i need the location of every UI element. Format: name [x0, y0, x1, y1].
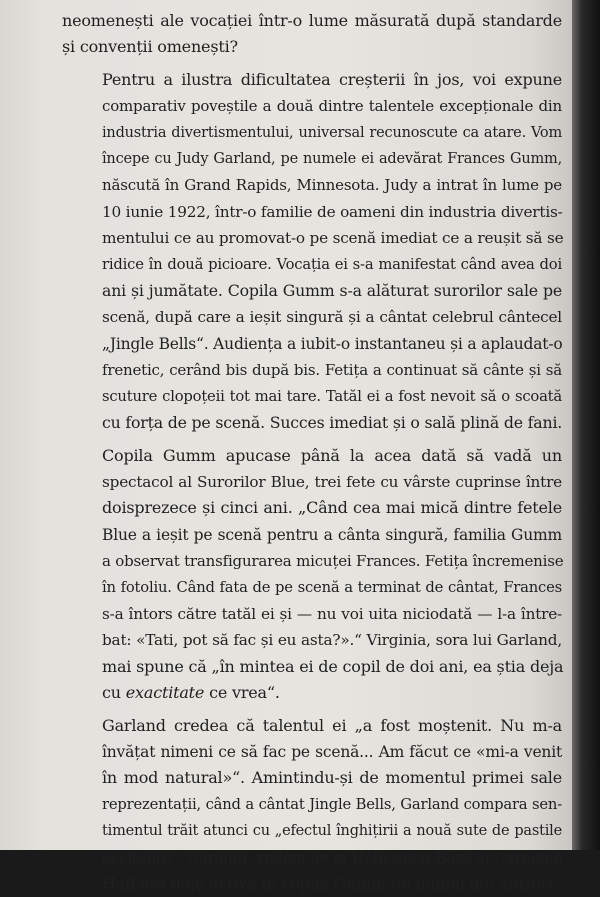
- text-line: a observat transfigurarea micuței Frances. Fetița încremenise: [102, 552, 564, 571]
- paragraph-2: [62, 67, 562, 437]
- text-line: ridice în două picioare. Vocația ei s-a manifestat când avea doi: [102, 255, 562, 273]
- text-line: în fotoliu. Când fata de pe scenă a terminat de cântat, Frances: [102, 578, 562, 596]
- text-line: Hall era deja activă în copila Gumm de numai doi anișori.: [102, 874, 558, 893]
- text-line: comparativ poveștile a două dintre talentele excepționale din: [102, 97, 562, 116]
- text-line: s-a întors către tatăl ei și — nu voi uita niciodată — l-a între-: [102, 604, 562, 623]
- text-line: timentul trăit atunci cu „efectul înghițirii a nouă sute de pastile: [102, 823, 562, 840]
- paragraph-3: [62, 443, 562, 707]
- text-line: scuture clopoțeii tot mai tare. Tatăl ei a fost nevoit să o scoată: [102, 387, 562, 405]
- text-line: cu forța de pe scenă. Succes imediat și o sală plină de fani.: [102, 413, 563, 433]
- text-line: scenă, după care a ieșit singură și a cântat celebrul cântecel: [102, 308, 562, 327]
- text-line: reprezentații, când a cântat Jingle Bells, Garland compara sen-: [102, 795, 562, 813]
- text-fragment: ce vrea“.: [204, 683, 280, 703]
- text-line: [62, 680, 562, 706]
- text-line: Garland credea că talentul ei „a fost moștenit. Nu m-a: [102, 715, 562, 735]
- body-text: [62, 8, 562, 897]
- text-line: spectacol al Surorilor Blue, trei fete cu vârste cuprinse între: [102, 472, 562, 491]
- text-line: doisprezece și cinci ani. „Când cea mai mică dintre fetele: [102, 498, 562, 518]
- text-fragment: cu: [102, 683, 126, 703]
- text-line: frenetic, cerând bis după bis. Fetița a continuat să cânte și să: [102, 361, 562, 380]
- text-line: industria divertismentului, universal recunoscute ca atare. Vom: [102, 124, 562, 141]
- text-line: excitante“. Garland, vedeta de la Hollywood Bowl și Carnegie: [102, 848, 562, 867]
- text-line: mai spune că „în mintea ei de copil de doi ani, ea știa deja: [102, 656, 564, 676]
- text-line: Copila Gumm apucase până la acea dată să vadă un: [102, 445, 562, 465]
- text-line: mentului ce au promovat-o pe scenă imediat ce a reușit să se: [102, 229, 564, 248]
- text-line: învățat nimeni ce să fac pe scenă... Am făcut ce «mi-a venit: [102, 742, 562, 761]
- page-edge-shadow: [572, 0, 600, 850]
- text-line: bat: «Tati, pot să fac și eu asta?».“ Virginia, sora lui Garland,: [102, 631, 562, 650]
- text-line: și convenții omenești?: [62, 37, 238, 57]
- text-line: în mod natural»“. Amintindu-și de momentul primei sale: [102, 768, 562, 788]
- text-line: Pentru a ilustra dificultatea creșterii în jos, voi expune: [102, 69, 562, 89]
- text-line: neomenești ale vocației într-o lume măsurată după standarde: [62, 11, 562, 30]
- emphasis-text: exactitate: [125, 683, 205, 703]
- text-line: ani și jumătate. Copila Gumm s-a alăturat surorilor sale pe: [102, 281, 562, 301]
- text-line: 10 iunie 1922, într-o familie de oameni din industria divertis-: [102, 202, 563, 221]
- text-line: Blue a ieșit pe scenă pentru a cânta singură, familia Gumm: [102, 525, 562, 544]
- paragraph-1: [62, 8, 562, 61]
- text-line: „Jingle Bells“. Audiența a iubit-o instantaneu și a aplaudat-o: [102, 334, 563, 353]
- text-line: născută în Grand Rapids, Minnesota. Judy a intrat în lume pe: [102, 176, 562, 195]
- paragraph-4: [62, 713, 562, 897]
- text-line: începe cu Judy Garland, pe numele ei adevărat Frances Gumm,: [102, 151, 562, 168]
